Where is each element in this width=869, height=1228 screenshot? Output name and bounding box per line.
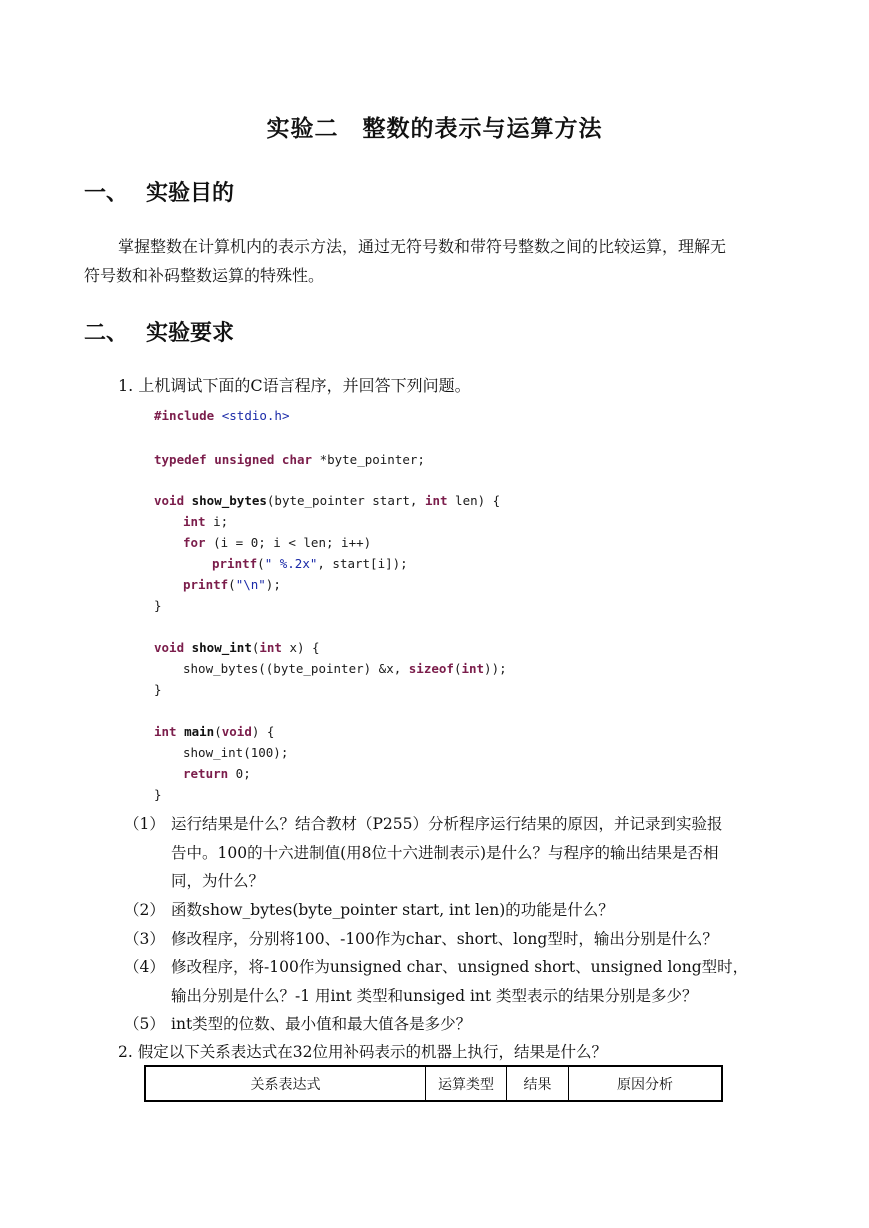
code-line: show_bytes((byte_pointer) &x, sizeof(int)); [183, 661, 507, 676]
table-header-row [145, 1066, 722, 1101]
question-text-line: 告中。100的十六进制值(用8位十六进制表示)是什么？与程序的输出结果是否相 [171, 843, 719, 862]
code-line: void show_bytes(byte_pointer start, int len) { [154, 493, 501, 508]
section-title: 实验目的 [146, 181, 235, 206]
question-text-line: 输出分别是什么？-1 用int 类型和unsiged int 类型表示的结果分别是多少？ [171, 986, 698, 1005]
section-number: 二、 [84, 321, 129, 346]
code-line: int i; [183, 514, 229, 529]
question-number: （2） [124, 901, 165, 919]
page-title: 实验二 整数的表示与运算方法 [266, 116, 603, 142]
question-text-line: 运行结果是什么？结合教材（P255）分析程序运行结果的原因，并记录到实验报 [171, 815, 723, 833]
question-text-line: 同，为什么？ [171, 872, 265, 890]
table-header-cell: 运算类型 [426, 1066, 507, 1101]
question-1 [124, 810, 794, 900]
purpose-line-2: 符号数和补码整数运算的特殊性。 [84, 266, 325, 285]
code-line: show_int(100); [183, 745, 289, 760]
question-number: （3） [124, 930, 165, 948]
section-number: 一、 [84, 181, 129, 206]
purpose-line-1: 掌握整数在计算机内的表示方法，通过无符号数和带符号整数之间的比较运算，理解无 [118, 237, 727, 256]
question-number: （5） [124, 1015, 165, 1033]
code-line: printf("\n"); [183, 577, 281, 592]
item-2-text: 2. 假定以下关系表达式在32位用补码表示的机器上执行，结果是什么？ [118, 1043, 607, 1061]
question-text-line: 函数show_bytes(byte_pointer start, int len)的功能是什么？ [171, 901, 614, 919]
question-text-line: int类型的位数、最小值和最大值各是多少？ [171, 1015, 472, 1033]
question-5 [124, 1010, 794, 1040]
question-text-line: 修改程序，分别将100、-100作为char、short、long型时，输出分别是什么？ [171, 930, 718, 948]
code-line: void show_int(int x) { [154, 640, 320, 655]
question-text-line: 修改程序，将-100作为unsigned char、unsigned short、unsigned long型时， [171, 958, 749, 976]
section-heading-purpose [84, 176, 234, 207]
table-header-cell: 结果 [507, 1066, 569, 1101]
question-number: （1） [124, 815, 165, 833]
table-header-cell: 原因分析 [569, 1066, 723, 1101]
code-line: #include <stdio.h> [154, 408, 290, 423]
code-line: int main(void) { [154, 724, 275, 739]
question-4 [124, 953, 794, 1013]
section-title: 实验要求 [146, 321, 235, 346]
code-line: } [154, 682, 162, 697]
question-2 [124, 896, 794, 926]
code-line: return 0; [183, 766, 251, 781]
code-line: } [154, 598, 162, 613]
relation-table [144, 1065, 723, 1102]
question-3 [124, 925, 794, 955]
section-heading-requirements [84, 316, 234, 347]
code-line: for (i = 0; i < len; i++) [183, 535, 372, 550]
code-line: } [154, 787, 162, 802]
code-line: printf(" %.2x", start[i]); [212, 556, 408, 571]
item-1-text: 1. 上机调试下面的C语言程序，并回答下列问题。 [118, 376, 471, 395]
question-number: （4） [124, 958, 165, 976]
table-header-cell: 关系表达式 [145, 1066, 426, 1101]
code-line: typedef unsigned char *byte_pointer; [154, 452, 425, 467]
